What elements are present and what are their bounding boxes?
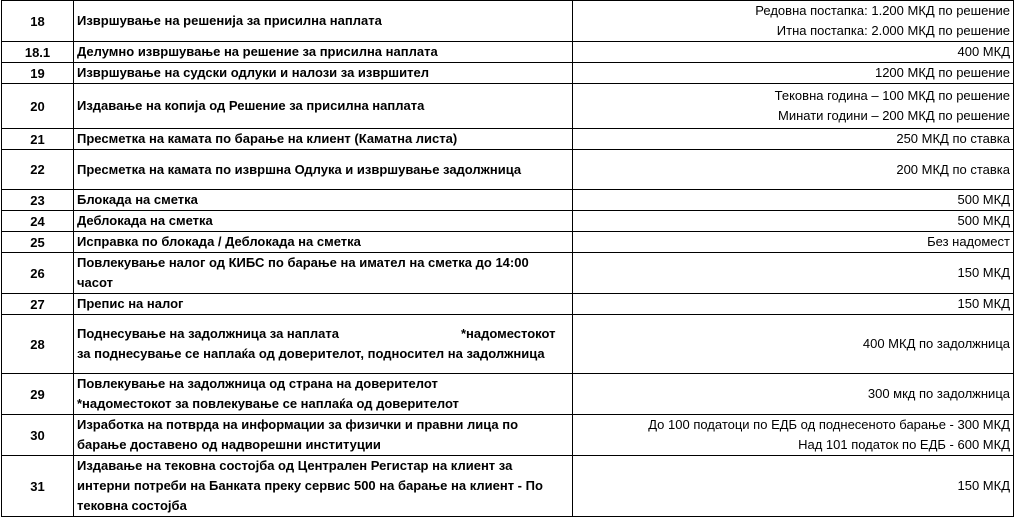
row-description: Блокада на сметка <box>74 190 573 211</box>
table-row <box>2 456 1014 517</box>
row-number: 26 <box>2 253 74 294</box>
row-description: Повлекување на задолжница од страна на доверителот *надоместокот за повлекување се наплаќа од доверителот <box>74 374 573 415</box>
table-row <box>2 150 1014 190</box>
row-price: 150 МКД <box>573 456 1014 517</box>
row-number: 22 <box>2 150 74 190</box>
row-description: Пресметка на камата по извршна Одлука и извршување задолжница <box>74 150 573 190</box>
row-description: Делумно извршување на решение за присилна наплата <box>74 42 573 63</box>
row-price: 500 МКД <box>573 211 1014 232</box>
row-price: 400 МКД по задолжница <box>573 315 1014 374</box>
table-row <box>2 374 1014 415</box>
table-row <box>2 294 1014 315</box>
table-row <box>2 211 1014 232</box>
row-price: 500 МКД <box>573 190 1014 211</box>
table-row <box>2 232 1014 253</box>
row-description: Препис на налог <box>74 294 573 315</box>
row-price: До 100 податоци по ЕДБ од поднесеното барање - 300 МКД Над 101 податок по ЕДБ - 600 МКД <box>573 415 1014 456</box>
row-number: 30 <box>2 415 74 456</box>
row-number: 25 <box>2 232 74 253</box>
row-description: Издавање на тековна состојба од Централен Регистар на клиент за интерни потреби на Банката преку сервис 500 на барање на клиент - По тековна состојба <box>74 456 573 517</box>
row-price: 200 МКД по ставка <box>573 150 1014 190</box>
row-description: Изработка на потврда на информации за физички и правни лица по барање доставено од надворешни институции <box>74 415 573 456</box>
row-description: Повлекување налог од КИБС по барање на имател на сметка до 14:00 часот <box>74 253 573 294</box>
row-price: 150 МКД <box>573 253 1014 294</box>
row-number: 23 <box>2 190 74 211</box>
row-description: Поднесување на задолжница за наплата *надоместокот за поднесување се наплаќа од доверителот, подносител на задолжница <box>74 315 573 374</box>
row-price: 1200 МКД по решение <box>573 63 1014 84</box>
table-row <box>2 42 1014 63</box>
table-row <box>2 129 1014 150</box>
table-row <box>2 84 1014 129</box>
table-row <box>2 190 1014 211</box>
row-description: Деблокада на сметка <box>74 211 573 232</box>
row-price: Без надомест <box>573 232 1014 253</box>
table-row <box>2 315 1014 374</box>
row-number: 18.1 <box>2 42 74 63</box>
row-number: 20 <box>2 84 74 129</box>
row-description: Издавање на копија од Решение за присилна наплата <box>74 84 573 129</box>
row-number: 24 <box>2 211 74 232</box>
row-price: 150 МКД <box>573 294 1014 315</box>
table-row <box>2 415 1014 456</box>
table-row <box>2 253 1014 294</box>
table-row <box>2 63 1014 84</box>
row-price: 250 МКД по ставка <box>573 129 1014 150</box>
row-number: 18 <box>2 1 74 42</box>
row-price: 300 мкд по задолжница <box>573 374 1014 415</box>
fee-note: *надоместокот <box>460 326 556 341</box>
row-price: Тековна година – 100 МКД по решение Минати години – 200 МКД по решение <box>573 84 1014 129</box>
row-price: 400 МКД <box>573 42 1014 63</box>
row-number: 21 <box>2 129 74 150</box>
table-row <box>2 1 1014 42</box>
row-description: Извршување на судски одлуки и налози за извршител <box>74 63 573 84</box>
row-description: Исправка по блокада / Деблокада на сметка <box>74 232 573 253</box>
row-number: 29 <box>2 374 74 415</box>
row-price: Редовна постапка: 1.200 МКД по решение Итна постапка: 2.000 МКД по решение <box>573 1 1014 42</box>
row-number: 31 <box>2 456 74 517</box>
fee-table <box>1 0 1014 517</box>
row-number: 27 <box>2 294 74 315</box>
row-description: Пресметка на камата по барање на клиент (Каматна листа) <box>74 129 573 150</box>
row-number: 19 <box>2 63 74 84</box>
row-number: 28 <box>2 315 74 374</box>
row-description: Извршување на решенија за присилна наплата <box>74 1 573 42</box>
